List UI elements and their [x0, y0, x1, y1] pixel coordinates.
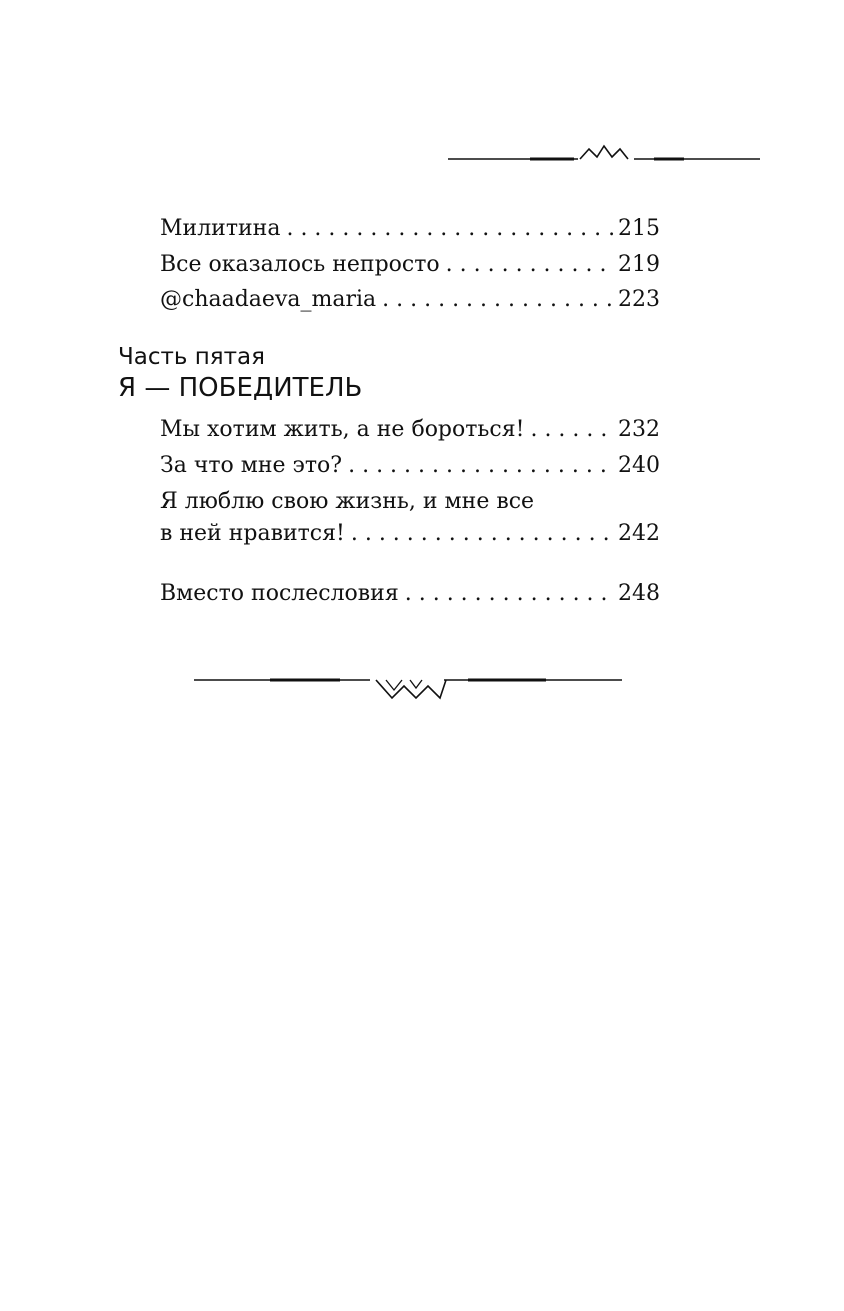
toc-entry-title: @chaadaeva_maria: [160, 287, 377, 312]
dot-leader: [405, 581, 614, 607]
toc-entry-title: За что мне это?: [160, 453, 343, 478]
toc-entry-title: Милитина: [160, 216, 281, 241]
toc-entry-page: 223: [618, 287, 660, 312]
valley-divider-icon: [190, 664, 626, 706]
toc-entry-title: Все оказалось непросто: [160, 252, 440, 277]
toc-entry-title: Вместо послесловия: [160, 581, 399, 606]
dot-leader: [351, 521, 614, 547]
toc-entry-page: 219: [618, 252, 660, 277]
toc-entry-title-line1: Я люблю свою жизнь, и мне все: [160, 489, 535, 514]
toc-entry: [160, 417, 660, 443]
part-title: Я — ПОБЕДИТЕЛЬ: [118, 373, 363, 403]
dot-leader: [382, 287, 614, 313]
toc-entry: [160, 252, 660, 278]
toc-entry-page: 240: [618, 453, 660, 478]
toc-entry-afterword: [160, 581, 660, 607]
toc-entry-page: 242: [618, 521, 660, 546]
toc-entry-page: 215: [618, 216, 660, 241]
toc-entry: [160, 521, 660, 547]
dot-leader: [348, 453, 614, 479]
dot-leader: [286, 216, 614, 242]
toc-entry-title-line2: в ней нравится!: [160, 521, 345, 546]
part-label: Часть пятая: [118, 344, 265, 370]
toc-entry-page: 248: [618, 581, 660, 606]
dot-leader: [530, 417, 614, 443]
mountain-divider-icon: [448, 138, 760, 170]
dot-leader: [446, 252, 614, 278]
toc-entry-page: 232: [618, 417, 660, 442]
toc-entry-title: Мы хотим жить, а не бороться!: [160, 417, 525, 442]
toc-entry: [160, 287, 660, 313]
toc-entry: [160, 216, 660, 242]
toc-entry: [160, 453, 660, 479]
